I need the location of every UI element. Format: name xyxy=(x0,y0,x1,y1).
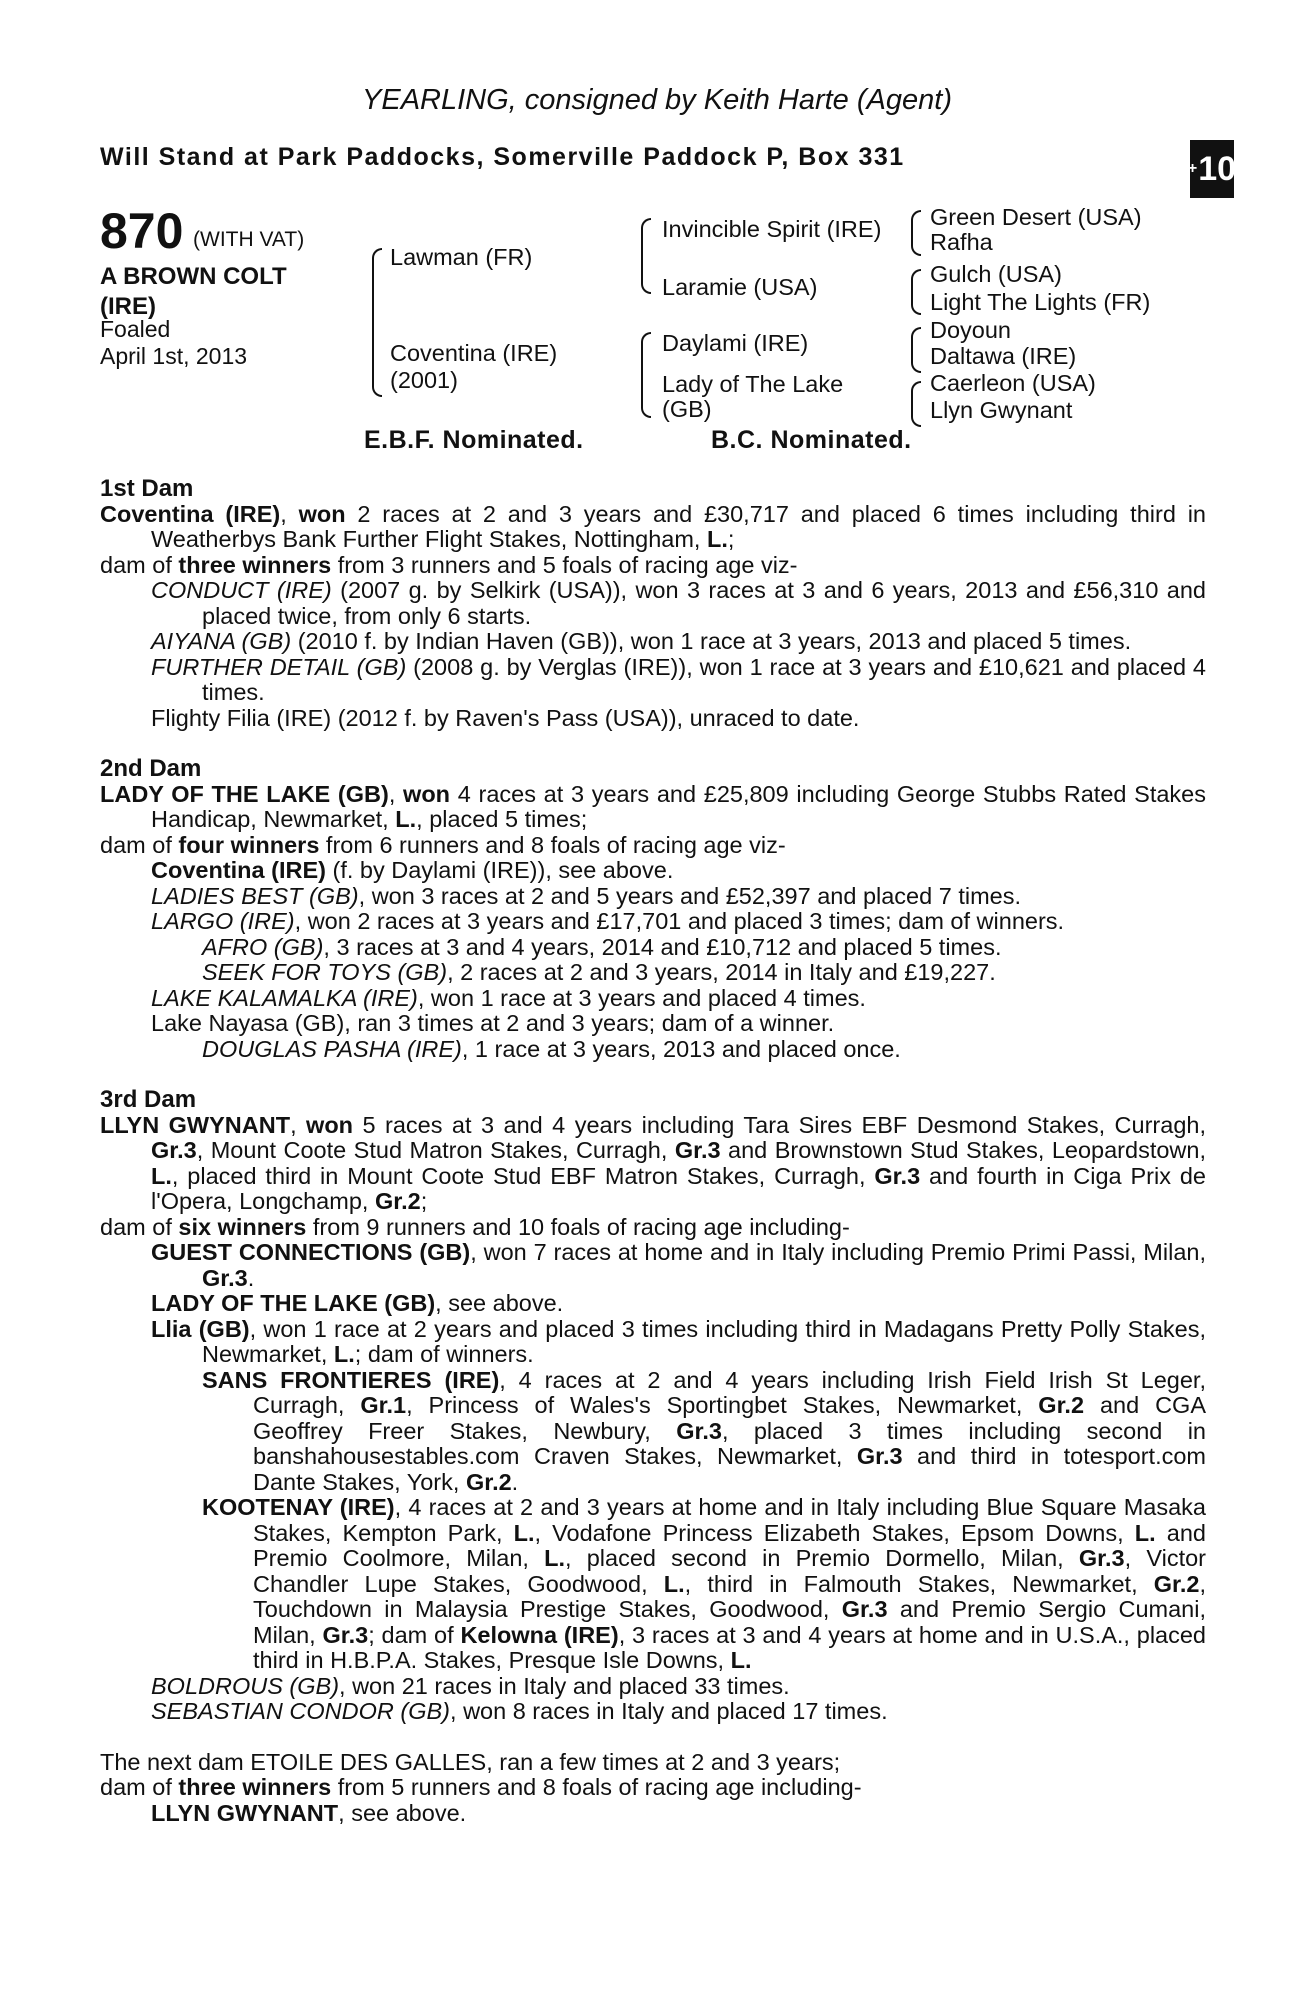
produce-largo: LARGO (IRE), won 2 races at 3 years and £17,701 and placed 3 times; dam of winners. xyxy=(151,908,1065,934)
consignment-line: YEARLING, consigned by Keith Harte (Agent) xyxy=(362,84,952,116)
produce-ladies-best: LADIES BEST (GB), won 3 races at 2 and 5 years and £52,397 and placed 7 times. xyxy=(151,882,1021,909)
ped-dds: Caerleon (USA) xyxy=(930,370,1096,396)
stand-location: Will Stand at Park Paddocks, Somerville Paddock P, Box 331 xyxy=(100,143,905,171)
lot-description xyxy=(100,262,287,322)
produce-further-detail: FURTHER DETAIL (GB) (2008 g. by Verglas (IRE)), won 1 race at 3 years and £10,621 and placed 4 times. xyxy=(151,653,1206,705)
produce-lady-of-the-lake: LADY OF THE LAKE (GB), see above. xyxy=(151,1290,564,1316)
third-dam-record: LLYN GWYNANT, won 5 races at 3 and 4 years including Tara Sires EBF Desmond Stakes, Curragh, Gr.3, Mount Coote Stud Matron Stakes, Curragh, Gr.3 and Brownstown Stud Stakes, Leopardstown, L., placed third in Mount Coote Stud EBF Matron Stakes, Curragh, Gr.3 and fourth in Ciga Prix de l'Opera, Longchamp, Gr.2; xyxy=(100,1111,1206,1214)
brace-dam-line xyxy=(641,332,651,418)
produce-llia: Llia (GB), won 1 race at 2 years and placed 3 times including third in Madagans Pretty Polly Stakes, Newmarket, L.; dam of winners. xyxy=(151,1315,1206,1367)
foaled-info xyxy=(100,316,247,370)
produce-llyn-gwynant: LLYN GWYNANT, see above. xyxy=(151,1799,467,1826)
first-dam-produce-summary: dam of three winners from 3 runners and 5 foals of racing age viz- xyxy=(100,551,798,578)
second-dam-record: LADY OF THE LAKE (GB), won 4 races at 3 years and £25,809 including George Stubbs Rated Stakes Handicap, Newmarket, L., placed 5 times; xyxy=(100,780,1207,832)
ped-dam: Coventina (IRE) xyxy=(390,340,558,366)
ebf-nominated: E.B.F. Nominated. xyxy=(364,426,584,454)
brace-sire-line xyxy=(641,218,651,294)
vat-label: (WITH VAT) xyxy=(193,228,305,251)
first-dam-heading: 1st Dam xyxy=(100,475,194,502)
lot-number: 870 xyxy=(100,203,184,259)
ped-sss: Green Desert (USA) xyxy=(930,204,1142,230)
produce-sebastian-condor: SEBASTIAN CONDOR (GB), won 8 races in Italy and placed 17 times. xyxy=(151,1698,888,1724)
ped-dam-dam-2: (GB) xyxy=(662,396,712,422)
foaled-label: Foaled xyxy=(100,316,171,342)
second-dam-heading: 2nd Dam xyxy=(100,755,202,782)
next-dam-section xyxy=(100,1750,1206,1827)
second-dam-produce-summary: dam of four winners from 6 runners and 8 foals of racing age viz- xyxy=(100,831,786,858)
ped-ssd: Rafha xyxy=(930,229,993,255)
ped-dsd: Daltawa (IRE) xyxy=(930,343,1077,369)
grandproduce-sans-frontieres: SANS FRONTIERES (IRE), 4 races at 2 and 4 years including Irish Field Irish St Leger, Curragh, Gr.1, Princess of Wales's Sportingbet Stakes, Newmarket, Gr.2 and CGA Geoffrey Freer Stakes, Newbury, Gr.3, placed 3 times including second in banshahousestables.com Craven Stakes, Newmarket, Gr.3 and third in totesport.com Dante Stakes, York, Gr.2. xyxy=(202,1366,1207,1495)
ped-sire-dam: Laramie (USA) xyxy=(662,274,818,300)
produce-coventina: Coventina (IRE) (f. by Daylami (IRE)), see above. xyxy=(151,857,674,883)
ped-dam-dam-1: Lady of The Lake xyxy=(662,371,844,397)
badge-number: 10 xyxy=(1198,149,1237,188)
badge-plus: + xyxy=(1187,160,1198,177)
third-dam-section xyxy=(100,1087,1206,1725)
produce-guest-connections: GUEST CONNECTIONS (GB), won 7 races at home and in Italy including Premio Primi Passi, Milan, Gr.3. xyxy=(151,1239,1206,1291)
foaled-date: April 1st, 2013 xyxy=(100,343,248,369)
brace-g3-1 xyxy=(911,210,921,256)
produce-record xyxy=(100,476,1206,1826)
produce-lake-nayasa: Lake Nayasa (GB), ran 3 times at 2 and 3 years; dam of a winner. xyxy=(151,1010,835,1036)
ped-sdd: Light The Lights (FR) xyxy=(930,289,1151,315)
next-dam-line: The next dam ETOILE DES GALLES, ran a few times at 2 and 3 years; xyxy=(100,1748,841,1775)
ped-sire: Lawman (FR) xyxy=(390,244,533,270)
first-dam-section xyxy=(100,476,1206,731)
ped-sire-sire: Invincible Spirit (IRE) xyxy=(662,216,882,242)
first-dam-record: Coventina (IRE), won 2 races at 2 and 3 years and £30,717 and placed 6 times including third in Weatherbys Bank Further Flight Stakes, Nottingham, L.; xyxy=(100,500,1206,552)
lot-desc-line1: A BROWN COLT xyxy=(100,263,287,290)
lot-badge xyxy=(1187,140,1237,198)
ped-dam-sire: Daylami (IRE) xyxy=(662,330,809,356)
brace-g3-4 xyxy=(911,381,921,427)
ped-dss: Doyoun xyxy=(930,317,1011,343)
produce-flighty-filia: Flighty Filia (IRE) (2012 f. by Raven's Pass (USA)), unraced to date. xyxy=(151,704,860,731)
produce-boldrous: BOLDROUS (GB), won 21 races in Italy and placed 33 times. xyxy=(151,1672,790,1699)
second-dam-section xyxy=(100,756,1206,1062)
ped-dam-year: (2001) xyxy=(390,367,458,393)
grandproduce-kootenay: KOOTENAY (IRE), 4 races at 2 and 3 years at home and in Italy including Blue Square Masaka Stakes, Kempton Park, L., Vodafone Princess Elizabeth Stakes, Epsom Downs, L. and Premio Coolmore, Milan, L., placed second in Premio Dormello, Milan, Gr.3, Victor Chandler Lupe Stakes, Goodwood, L., third in Falmouth Stakes, Newmarket, Gr.2, Touchdown in Malaysia Prestige Stakes, Goodwood, Gr.3 and Premio Sergio Cumani, Milan, Gr.3; dam of Kelowna (IRE), 3 races at 3 and 4 years at home and in U.S.A., placed third in H.B.P.A. Stakes, Presque Isle Downs, L. xyxy=(202,1494,1207,1673)
bc-nominated: B.C. Nominated. xyxy=(711,426,912,454)
ped-ddd: Llyn Gwynant xyxy=(930,397,1073,423)
produce-conduct: CONDUCT (IRE) (2007 g. by Selkirk (USA)), won 3 races at 3 and 6 years, 2013 and £56,310 and placed twice, from only 6 starts. xyxy=(151,577,1206,629)
brace-g3-2 xyxy=(911,269,921,315)
third-dam-produce-summary: dam of six winners from 9 runners and 10 foals of racing age including- xyxy=(100,1213,850,1240)
produce-aiyana: AIYANA (GB) (2010 f. by Indian Haven (GB)), won 1 race at 3 years, 2013 and placed 5 times. xyxy=(151,628,1132,654)
grandproduce-douglas-pasha: DOUGLAS PASHA (IRE), 1 race at 3 years, 2013 and placed once. xyxy=(202,1035,901,1062)
lot-desc-line2: (IRE) xyxy=(100,293,156,320)
next-dam-produce-summary: dam of three winners from 5 runners and 8 foals of racing age including- xyxy=(100,1774,862,1800)
ped-sds: Gulch (USA) xyxy=(930,261,1062,287)
brace-gen1 xyxy=(372,248,382,397)
third-dam-heading: 3rd Dam xyxy=(100,1086,197,1113)
grandproduce-afro: AFRO (GB), 3 races at 3 and 4 years, 2014 and £10,712 and placed 5 times. xyxy=(202,933,1002,960)
produce-lake-kalamalka: LAKE KALAMALKA (IRE), won 1 race at 3 years and placed 4 times. xyxy=(151,984,866,1011)
grandproduce-seek-for-toys: SEEK FOR TOYS (GB), 2 races at 2 and 3 years, 2014 in Italy and £19,227. xyxy=(202,959,996,985)
brace-g3-3 xyxy=(911,327,921,373)
